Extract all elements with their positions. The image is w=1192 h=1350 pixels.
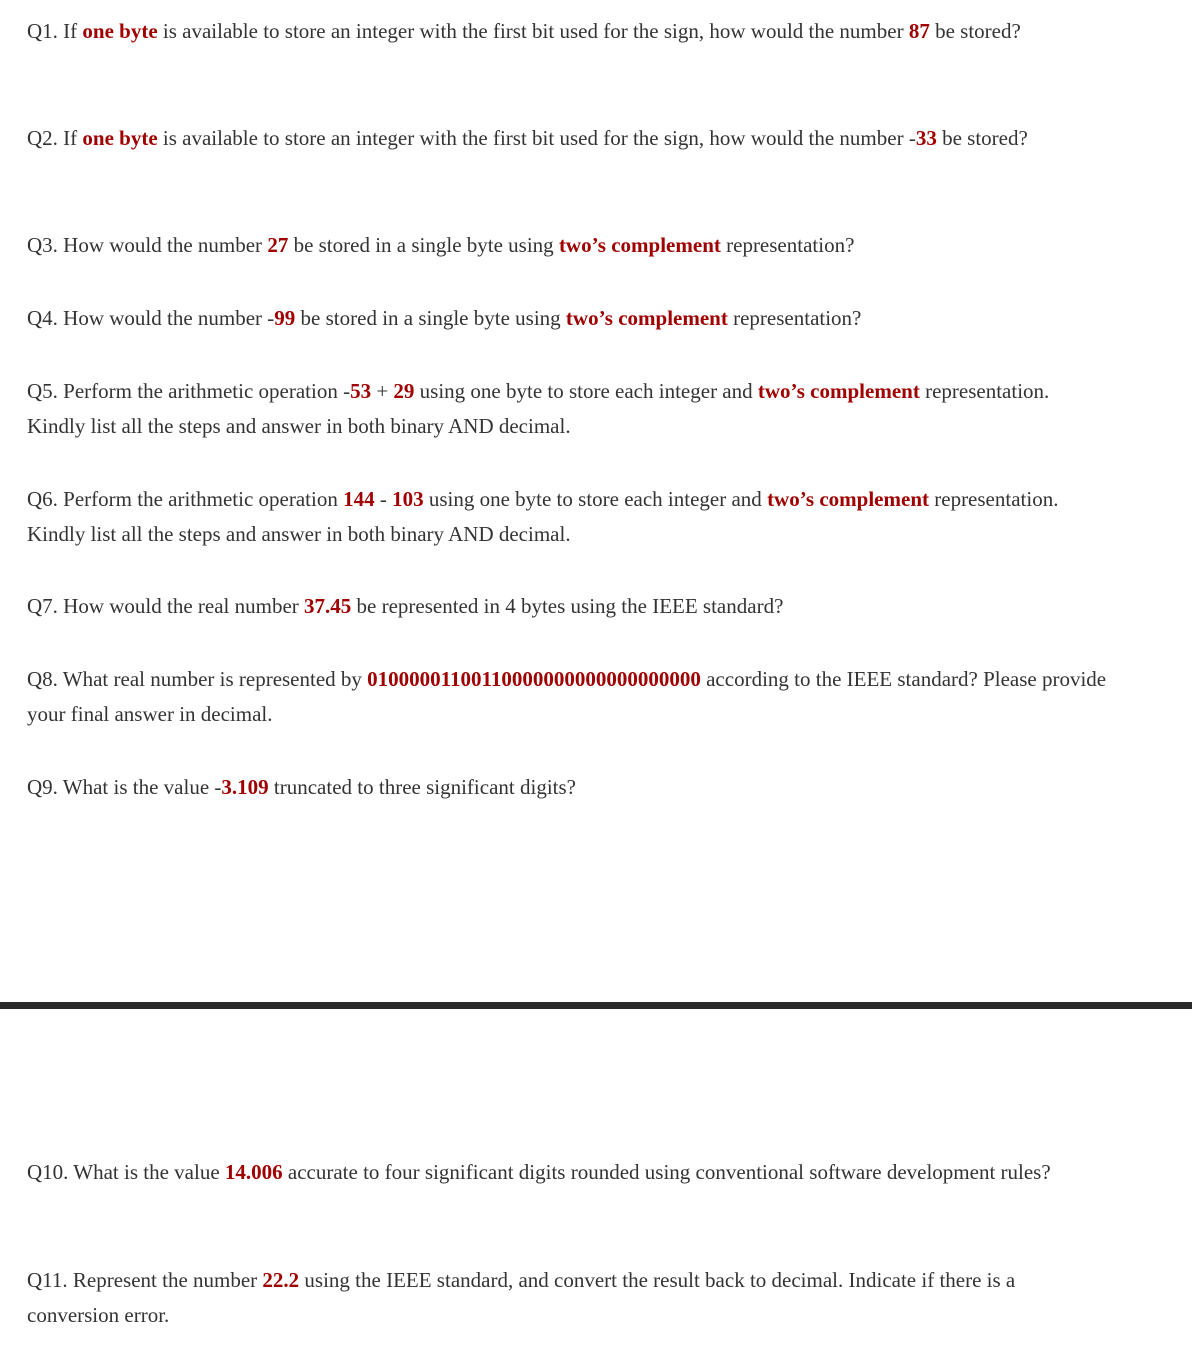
question-text: using one byte to store each integer and (423, 487, 768, 511)
question-text: be stored? (929, 19, 1021, 43)
question-text: Q11. Represent the number (27, 1268, 263, 1292)
question-text: using the IEEE standard, and convert the result back to decimal. Indicate if there is a conversion error. (27, 1268, 1016, 1327)
question-text: Q3. How would the number (27, 233, 268, 257)
question-q6 (27, 482, 1112, 552)
highlighted-term: 103 (392, 487, 424, 511)
question-text: Q2. If (27, 126, 83, 150)
question-q1 (27, 14, 1112, 49)
question-text: - (374, 487, 393, 511)
question-text: representation? (727, 306, 862, 330)
question-text: Q7. How would the real number (27, 594, 305, 618)
question-q3 (27, 228, 1112, 263)
highlighted-term: 87 (908, 19, 930, 43)
section-divider (0, 1002, 1192, 1009)
question-q10 (27, 1155, 1112, 1190)
highlighted-term: one byte (82, 19, 158, 43)
highlighted-term: two’s complement (767, 487, 929, 511)
highlighted-term: 29 (393, 379, 415, 403)
question-q9 (27, 770, 1112, 805)
highlighted-term: 14.006 (224, 1160, 283, 1184)
highlighted-term: 01000001100110000000000000000000 (367, 667, 701, 691)
question-text: Q4. How would the number - (27, 306, 275, 330)
highlighted-term: two’s complement (757, 379, 920, 403)
question-text: according to the IEEE standard? Please provide your final answer in decimal. (27, 667, 1107, 726)
question-text: Q5. Perform the arithmetic operation - (27, 379, 351, 403)
question-text: using one byte to store each integer and (414, 379, 758, 403)
question-text: Q8. What real number is represented by (27, 667, 368, 691)
question-text: Q6. Perform the arithmetic operation (27, 487, 344, 511)
question-text: Q1. If (27, 19, 83, 43)
highlighted-term: two’s complement (558, 233, 721, 257)
question-text: be stored? (936, 126, 1028, 150)
question-text: Q10. What is the value (27, 1160, 225, 1184)
highlighted-term: 3.109 (221, 775, 269, 799)
question-text: be stored in a single byte using (288, 233, 559, 257)
question-text: accurate to four significant digits rounded using conventional software development rules? (282, 1160, 1051, 1184)
highlighted-term: 99 (274, 306, 296, 330)
highlighted-term: two’s complement (565, 306, 728, 330)
question-text: representation. Kindly list all the steps and answer in both binary AND decimal. (27, 379, 1050, 438)
question-q5 (27, 374, 1112, 444)
question-q7 (27, 589, 1112, 624)
highlighted-term: one byte (82, 126, 158, 150)
question-text: truncated to three significant digits? (268, 775, 576, 799)
question-text: is available to store an integer with the first bit used for the sign, how would the number - (157, 126, 916, 150)
question-text: + (371, 379, 394, 403)
highlighted-term: 27 (267, 233, 289, 257)
question-text: representation. Kindly list all the steps and answer in both binary AND decimal. (27, 487, 1059, 546)
question-text: is available to store an integer with the first bit used for the sign, how would the number (157, 19, 909, 43)
highlighted-term: 22.2 (262, 1268, 300, 1292)
question-q2 (27, 121, 1112, 156)
question-text: be stored in a single byte using (295, 306, 566, 330)
highlighted-term: 144 (343, 487, 375, 511)
question-q11 (27, 1263, 1112, 1333)
highlighted-term: 53 (350, 379, 372, 403)
question-text: Q9. What is the value - (27, 775, 222, 799)
question-text: representation? (720, 233, 855, 257)
highlighted-term: 33 (915, 126, 937, 150)
question-text: be represented in 4 bytes using the IEEE standard? (351, 594, 784, 618)
question-q8 (27, 662, 1112, 732)
highlighted-term: 37.45 (304, 594, 352, 618)
question-q4 (27, 301, 1112, 336)
